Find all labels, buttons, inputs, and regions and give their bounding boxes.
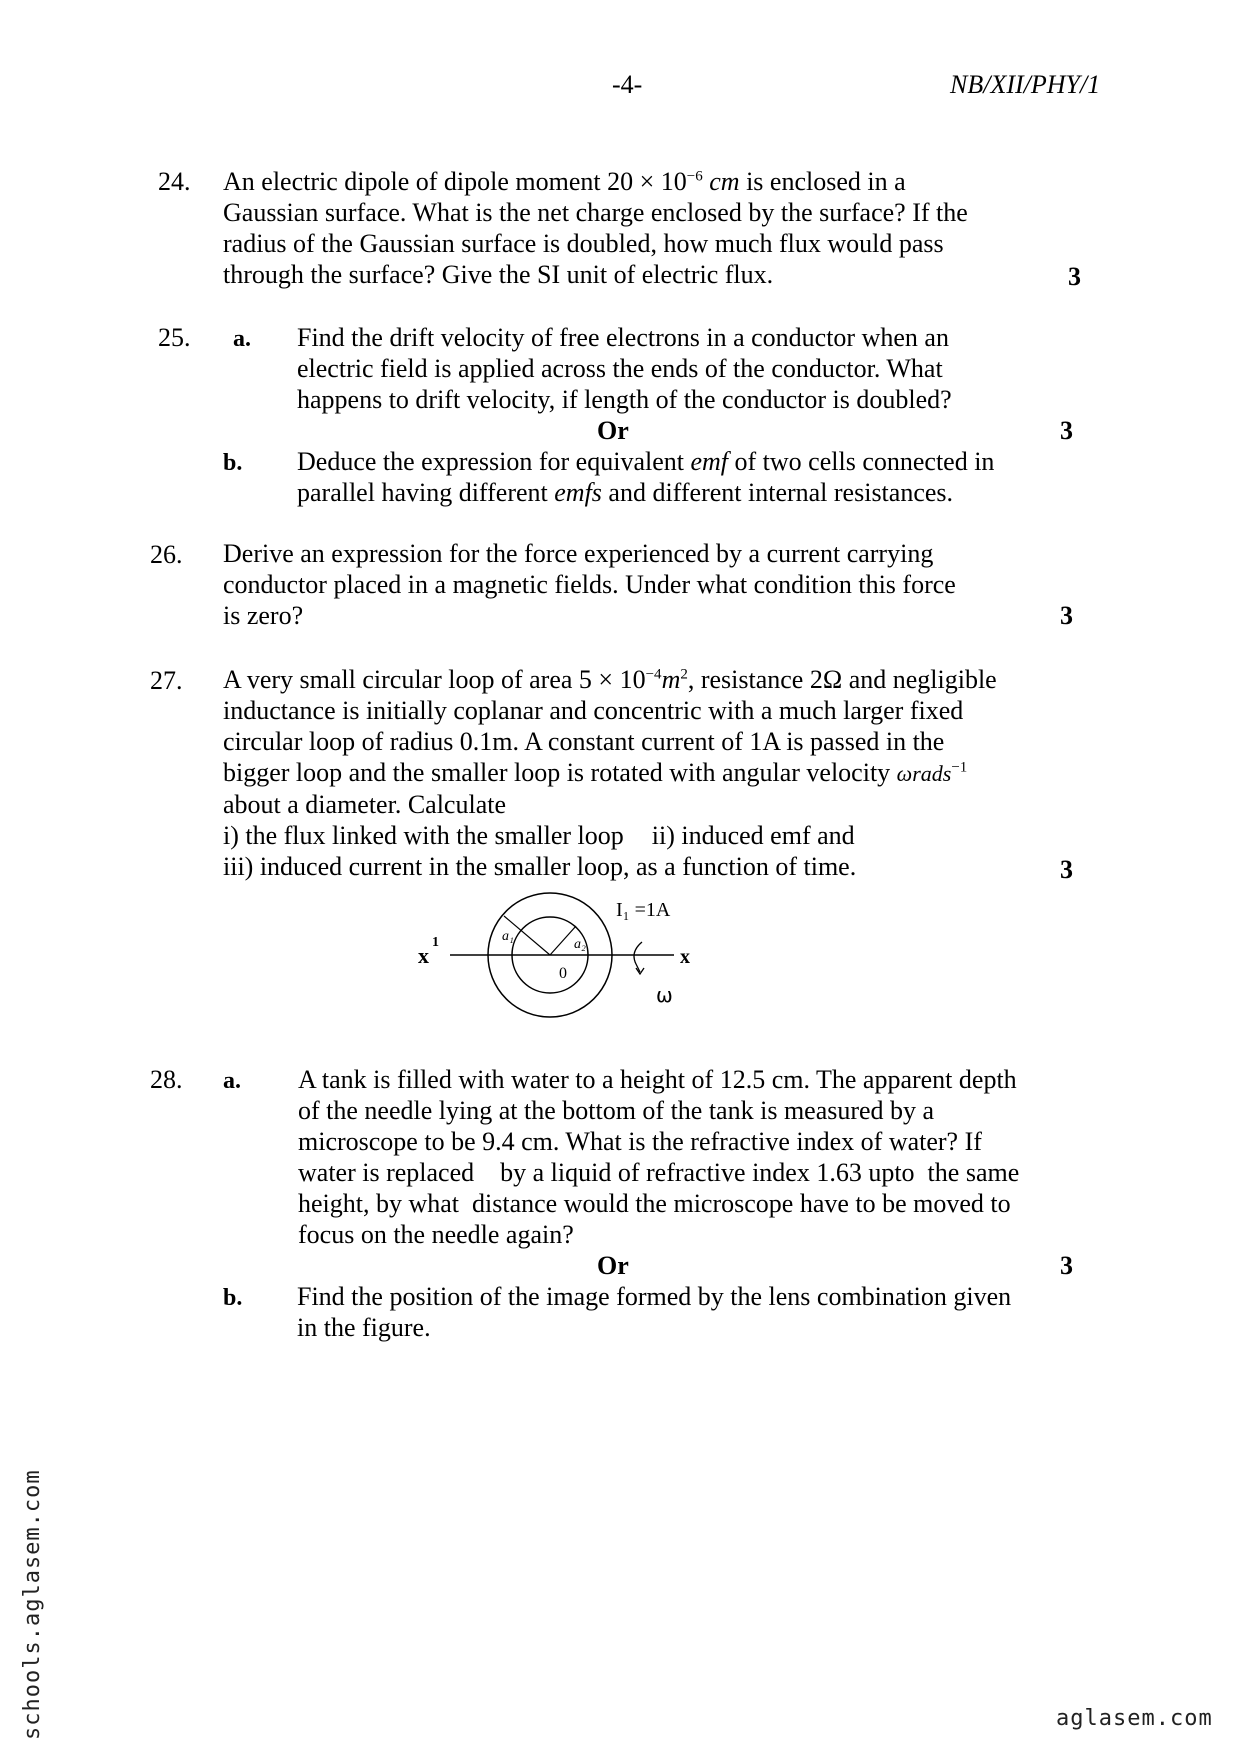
- option-b-text: Find the position of the image formed by the lens combination given in the figure.: [297, 1282, 1012, 1342]
- current-label: I₁ =1A: [616, 899, 671, 921]
- question-text: Derive an expression for the force experienced by a current carrying conductor placed in a magnetic fields. Under what condition this force is zero?: [223, 539, 956, 630]
- question-number: 26.: [150, 540, 183, 569]
- option-label-a: a.: [233, 326, 251, 352]
- radius-a2-line: [550, 926, 576, 955]
- question-number: 28.: [150, 1065, 183, 1094]
- center-label: 0: [559, 965, 567, 982]
- marks: 3: [1060, 416, 1073, 445]
- marks: 3: [1068, 262, 1081, 291]
- paper-code: NB/XII/PHY/1: [950, 70, 1101, 99]
- marks: 3: [1060, 601, 1073, 630]
- rotation-arrow-icon: [634, 942, 642, 972]
- axis-label-left-sup: 1: [432, 935, 439, 950]
- option-a-text: A tank is filled with water to a height of 12.5 cm. The apparent depth of the needle lying at the bottom of the tank is measured by a microscope to be 9.4 cm. What is the refractive index of water? If water is replaced by a liquid of refractive index 1.63 upto the same height, by what distance would the microscope have to be moved to focus on the needle again?: [298, 1065, 1020, 1249]
- label-a2: a₂: [574, 937, 586, 952]
- or-separator: Or: [597, 1251, 629, 1280]
- bottom-watermark: aglasem.com: [1056, 1706, 1213, 1731]
- label-a1: a₁: [502, 929, 514, 944]
- side-watermark: schools.aglasem.com: [20, 1469, 45, 1740]
- coplanar-loops-figure: [410, 880, 710, 1020]
- question-number: 27.: [150, 666, 183, 695]
- option-a-text: Find the drift velocity of free electrons in a conductor when an electric field is applied across the ends of the conductor. What happens to drift velocity, if length of the conductor is doubled?: [297, 323, 952, 414]
- axis-label-right: x: [680, 946, 690, 968]
- option-b-text: Deduce the expression for equivalent emf of two cells connected in parallel having different emfs and different internal resistances.: [297, 447, 995, 507]
- dipole-moment-value: $20 \times 10^{-6}$ cm: [607, 167, 740, 196]
- question-text: A very small circular loop of area $5 \times 10^{-4}m^2$, resistance 2Ω and negligible inductance is initially coplanar and concentric with a much larger fixed circular loop of radius 0.1m. A constant current of 1A is passed in the bigger loop and the smaller loop is rotated with angular velocity ωrads$^{-1}$ about a diameter. Calculate i) the flux linked with the smaller loop ii) induced emf and iii) induced current in the smaller loop, as a function of time.: [223, 665, 997, 881]
- question-text: An electric dipole of dipole moment $20 \times 10^{-6}$ cm is enclosed in a Gaussian surface. What is the net charge enclosed by the surface? If the radius of the Gaussian surface is doubled, how much flux would pass through the surface? Give the SI unit of electric flux.: [223, 167, 968, 289]
- omega-label: ω: [656, 983, 673, 1007]
- marks: 3: [1060, 1251, 1073, 1280]
- option-label-a: a.: [223, 1068, 241, 1094]
- question-number: 24.: [158, 167, 191, 196]
- option-label-b: b.: [223, 1285, 243, 1311]
- question-number: 25.: [158, 323, 191, 352]
- or-separator: Or: [597, 416, 629, 445]
- marks: 3: [1060, 855, 1073, 884]
- option-label-b: b.: [223, 450, 243, 476]
- axis-label-left: x: [418, 943, 429, 968]
- page-number: -4-: [612, 70, 643, 99]
- area-value: $5 \times 10^{-4}m^2$: [578, 665, 688, 694]
